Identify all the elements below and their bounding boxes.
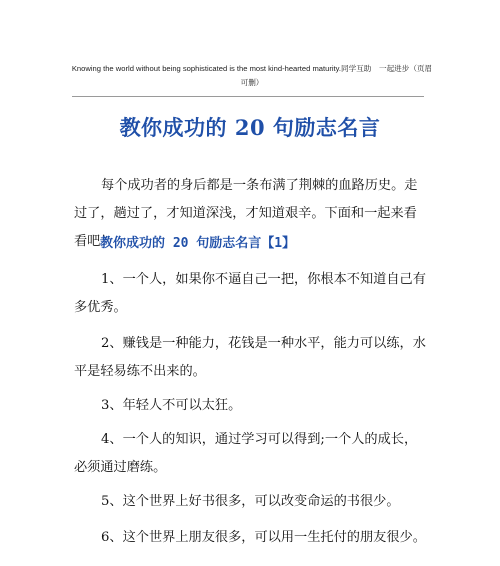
- list-item: 2、赚钱是一种能力，花钱是一种水平，能力可以练，水平是轻易练不出来的。: [74, 336, 426, 379]
- section-heading: 教你成功的 20 句励志名言【1】: [100, 236, 296, 251]
- list-item: 1、一个人，如果你不逼自己一把，你根本不知道自己有多优秀。: [74, 272, 426, 315]
- list-item: 5、这个世界上好书很多，可以改变命运的书很少。: [101, 494, 400, 509]
- list-item: 3、年轻人不可以太狂。: [101, 398, 242, 413]
- intro-paragraph: 每个成功者的身后都是一条布满了荆棘的血路历史。走过了，趟过了，才知道深浅，才知道艰辛。下面和一起来看看吧！: [74, 178, 418, 249]
- page-header-note: Knowing the world without being sophisticated is the most kind-hearted maturity.同学互助 一起进步（页眉可删）: [71, 64, 433, 87]
- list-item: 6、这个世界上朋友很多，可以用一生托付的朋友很少。: [101, 530, 426, 545]
- header-divider: [72, 96, 424, 97]
- list-item: 4、一个人的知识，通过学习可以得到;一个人的成长，必须通过磨练。: [74, 432, 418, 475]
- document-title: 教你成功的 20 句励志名言: [119, 115, 381, 140]
